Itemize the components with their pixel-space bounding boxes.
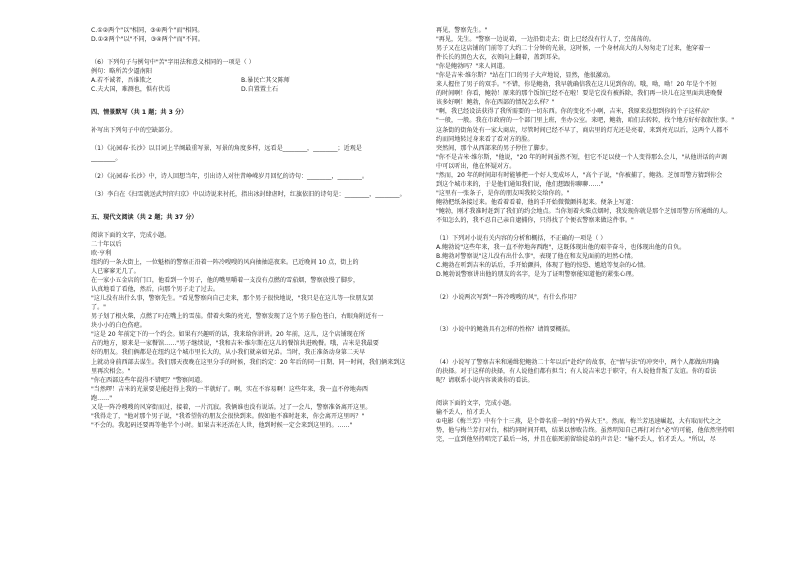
q6-options-row2 [91, 85, 436, 94]
q6-options-row1 [91, 76, 436, 85]
story-line: 再见，警察先生。" [436, 27, 488, 34]
q4-line-1: （4）小说写了警察吉米和通缉犯鲍勃二十年以后"赴约"的故事，在"情与法"的冲突中，两个人都做出明确 [436, 358, 720, 366]
next-reading-intro: 阅读下面的文字，完成小题。 [436, 399, 516, 407]
story-line: "啊，我已经设法获得了我所需要的一切东西。你的变化不小啊，吉米，我原来没想到你的个子这样高" [436, 108, 710, 116]
story-line: "鲍勃，刚才我准时赶到了我们的约会地点。当你划着火柴点烟时，我发现你就是那个芝加哥警方所通缉的人。 [436, 207, 732, 215]
story-line: 认真地看了看他，然后，向那个男子走了过去。 [91, 286, 219, 294]
story-line: 在一家小五金店的门口，他看到一个男子，他的嘴里嚼着一支没有点燃的雪茄烟，警察放慢了脚步， [91, 277, 360, 285]
q1-option-a: A.鲍勃说"这些年来，我一直不停地奔西跑"，这既体现出他的艰辛奋斗，也体现出他的自负。 [436, 244, 686, 252]
story-line: 这条街的街角处有一家大商店，尽管时间已经不早了，商店里的灯光还是亮着，来到亮光以后，这两个人都不 [436, 126, 729, 134]
next-reading-line-2: 势，他与梅兰芳打对台，相约同时间开唱，结果以惨败告终。虽然明知自己再打对台"必"的可能，他依然坚持唱 [436, 426, 735, 434]
option-c: C.①②两个"以"相同，③④两个"而"相同。 [91, 27, 204, 34]
story-line: 好的朋友。我们俩都是在纽约这个城市里长大的，从小我们就亲如兄弟。当时，我正准备动身第二天早 [91, 349, 366, 357]
story-line: 到这个城市来的，于是他们通知我们说，他们想跟你聊聊……" [436, 180, 604, 188]
story-author: 欧·亨利 [91, 249, 112, 257]
q4-line-3: 呢？请联系小说内容谈谈你的看法。 [436, 376, 534, 384]
story-line: 又是一阵冷嗖嗖的风穿街而过，接着，一片沉寂。我俩谁也没有说话。过了一会儿，警察准备离开这里。 [91, 403, 372, 411]
q1-stem: （1）下列对小说有关内容的分析和概括，不正确的一项是（ ） [436, 235, 607, 243]
story-line: "再见，先生。"警察一边说着，一边沿街走去；街上已经没有行人了，空荡荡的。 [436, 36, 655, 44]
story-line: 来人握住了男子的双手。"不错，你是鲍勃，我早就确信我在这儿见到你的。哦，呦，呦！20 年是个不短 [436, 81, 717, 89]
story-line: 占的地方，原来是一家餐馆……"男子继续说，"我和吉米·维尔斯在这儿的餐馆共进晚餐。哦，吉米是我最要 [91, 340, 379, 348]
left-column [91, 26, 436, 430]
story-line: 中可以听出，他在怀疑对方。 [436, 162, 516, 170]
story-line: "这是 20 年前定下的一个约会。如果有兴趣听的话，我来给你讲讲。20 年前，这儿，这个店铺现在所 [91, 331, 365, 339]
next-reading-line-1: ①电影《梅兰芳》中有个十三燕，是个曾名重一时的"伶界大王"。然而，梅兰芳迅速崛起，大有取而代之之 [436, 417, 722, 425]
q6-option-c: C.夫大国，难测也，惧有伏焉 [91, 86, 171, 94]
story-line: 了。" [91, 304, 106, 312]
story-line: 里再次相会。" [91, 367, 131, 375]
q2-stem: （2）小说两次写到"一阵冷嗖嗖的风"，有什么作用？ [436, 294, 580, 302]
fill-item-1: （1）《沁园春·长沙》以目词上半阕最重写景，写景的角度多样，远看是________，________；近观是 [91, 145, 362, 153]
right-column [436, 26, 781, 444]
story-line: 鲍勃把纸条接过来。他看着看着，他的手开始微微颤抖起来。便条上写道： [436, 198, 638, 206]
q6-stem: （6）下列句子与例句中"苦"字用法和意义相同的一项是（ ） [91, 59, 255, 67]
q6-option-b: B.暴民亡其父陈师 [241, 77, 290, 85]
story-line: 跑……" [91, 394, 113, 402]
story-line: 约而同地转过身来看了看对方的脸。 [436, 135, 534, 143]
section-4-intro: 补写出下列句子中的空缺部分。 [91, 127, 177, 135]
story-line: "这儿没有出什么事，警察先生。"看见警察向自己走来，那个男子很快地说，"我只是在这儿等一位朋友罢 [91, 295, 374, 303]
story-line: "你不是吉米·维尔斯，"他说，"20 年的时间虽然不短，但它不足以使一个人变得那么会儿，"从他讲话的声调 [436, 153, 727, 161]
section-5-title: 五、现代文阅读（共 2 题；共 37 分） [91, 213, 198, 221]
story-line: 男子又在这店铺的门前等了大约二十分钟的光景，这时候，一个身材高大的人匆匆走了过来，他穿着一 [436, 45, 711, 53]
q4-line-2: 的抉择。对于这样的抉择，有人说他们都有担当；有人说吉米忠于职守，有人说他背叛了友谊。你的看法 [436, 367, 717, 375]
story-line: 人已寥寥无几了。 [91, 268, 140, 276]
story-title: 二十年以后 [91, 240, 122, 248]
story-line: "你是鲍勃吗？"来人问道。 [436, 63, 509, 71]
story-line: "不会的。我起码还要再等他半个小时。如果吉米还活在人世，他到时候一定会来到这里的。……" [91, 421, 353, 429]
story-line: 件长长的黑色大衣，衣领向上翻着，盖到耳朵。 [436, 54, 564, 62]
story-text-continued [436, 26, 781, 225]
story-line: 上就动身前西部去谋生。我们那天夜晚在这里分手的时候，我们约定：20 年后的同一日期、同一时间，我们俩来到这 [91, 358, 406, 366]
fill-item-1-cont: ________。 [91, 154, 122, 162]
story-line: 纽约的一条大街上，一位魁梧的警察正沿着一阵冷嗖嗖的风向抽抽巡夜来。已近晚间 10 点，街上的 [91, 258, 359, 266]
story-line: "这里有一张条子，是你的朋友叫我转交给你的。" [436, 189, 570, 197]
story-line: "你在西部这些年混得不错吧？"警察问道。 [91, 376, 207, 384]
q1-option-b: B.鲍勃对警察说"这儿没有出什么事"，表现了他在和友见面前的坦然心情。 [436, 253, 637, 261]
story-line: "我得走了，"他对那个男子说，"我希望你的朋友会很快到来。假如他不准时赶来，你会离开这里吗？" [91, 412, 365, 420]
next-reading-title: 输不丢人，怕才丢人 [436, 408, 491, 416]
fill-item-2: （2）《沁园春·长沙》中，诗人回想当年，引出诗人对往昔峥嵘岁月回忆的诗句：________，________。 [91, 172, 368, 180]
section-5-intro: 阅读下面的文字，完成小题。 [91, 231, 171, 239]
story-line: 块小小的白色伤疤。 [91, 322, 146, 330]
story-line: 男子划了根火柴，点燃了叼在嘴上的雪茄。借着火柴的亮光，警察发现了这个男子脸色苍白，右眼角附近有一 [91, 313, 384, 321]
q3-stem: （3）小说中的鲍勃具有怎样的性格？请简要概括。 [436, 326, 574, 334]
q1-option-c: C.鲍勃在听到吉米的话后，手开始颤抖，体现了他的惊恐、尴尬等复杂的心情。 [436, 262, 650, 270]
story-line: "你是吉米·维尔斯？"站在门口的男子大声地说，显然，他很激动。 [436, 72, 615, 80]
fill-item-3: （3）李白在《扫雪就送武判官归京》中以诗说来衬托，指出冰封肆虐时，红旗依旧的诗句是：________，________。 [91, 190, 406, 198]
q1-option-d: D.鲍勃说警察讲出他的朋友的名字，是为了证明警察能知道他的紧张心理。 [436, 271, 638, 279]
story-line: "一般，一般。我在市政府的一个部门里上班，坐办公室。来吧，鲍勃，咱们去转转，找个地方好好叙叙往事。" [436, 117, 735, 125]
story-line: "然而，20 年的时间却有时能够把一个好人变成坏人，"高个子说，"你被捕了，鲍勃。芝加哥警方猜到你会 [436, 171, 723, 179]
next-reading-line-3: 完，一直到他坚持唱完了最后一场，并且在临死前留给徒弟的声音是："输不丢人，怕才丢人。"所以，尽 [436, 435, 716, 443]
section-4-title: 四、情景默写（共 1 题；共 3 分） [91, 109, 188, 117]
story-line: "当然啰！吉米的光景要是能赶得上我的一半就好了。啊，实在不容易啊！这些年来，我一直不停地奔西 [91, 385, 369, 393]
option-d: D.①②两个"以"不同，③④两个"而"不同。 [91, 36, 204, 44]
q6-option-d: D.自置置土石 [241, 86, 279, 94]
story-line: 突然间，那个从西部来的男子停住了脚步。 [436, 144, 552, 152]
q6-option-a: A.若不诚者，吾谁欺之 [91, 77, 152, 85]
story-line: 不知怎么的，我不忍自己亲自逮捕你，只得找了个便衣警察来做这件事。" [436, 216, 634, 224]
story-line: 的时间啊！你看，鲍勃！原来的那个饭馆已经不在啦！要是它没有被拆除，我们再一块儿在这里面共进晚餐 [436, 90, 723, 98]
story-line: 该多好啊！鲍勃，你在西部的情况怎么样？" [436, 99, 555, 107]
q6-example: 例句：略所苦少逼南阳 [91, 68, 152, 76]
story-text [91, 258, 436, 430]
